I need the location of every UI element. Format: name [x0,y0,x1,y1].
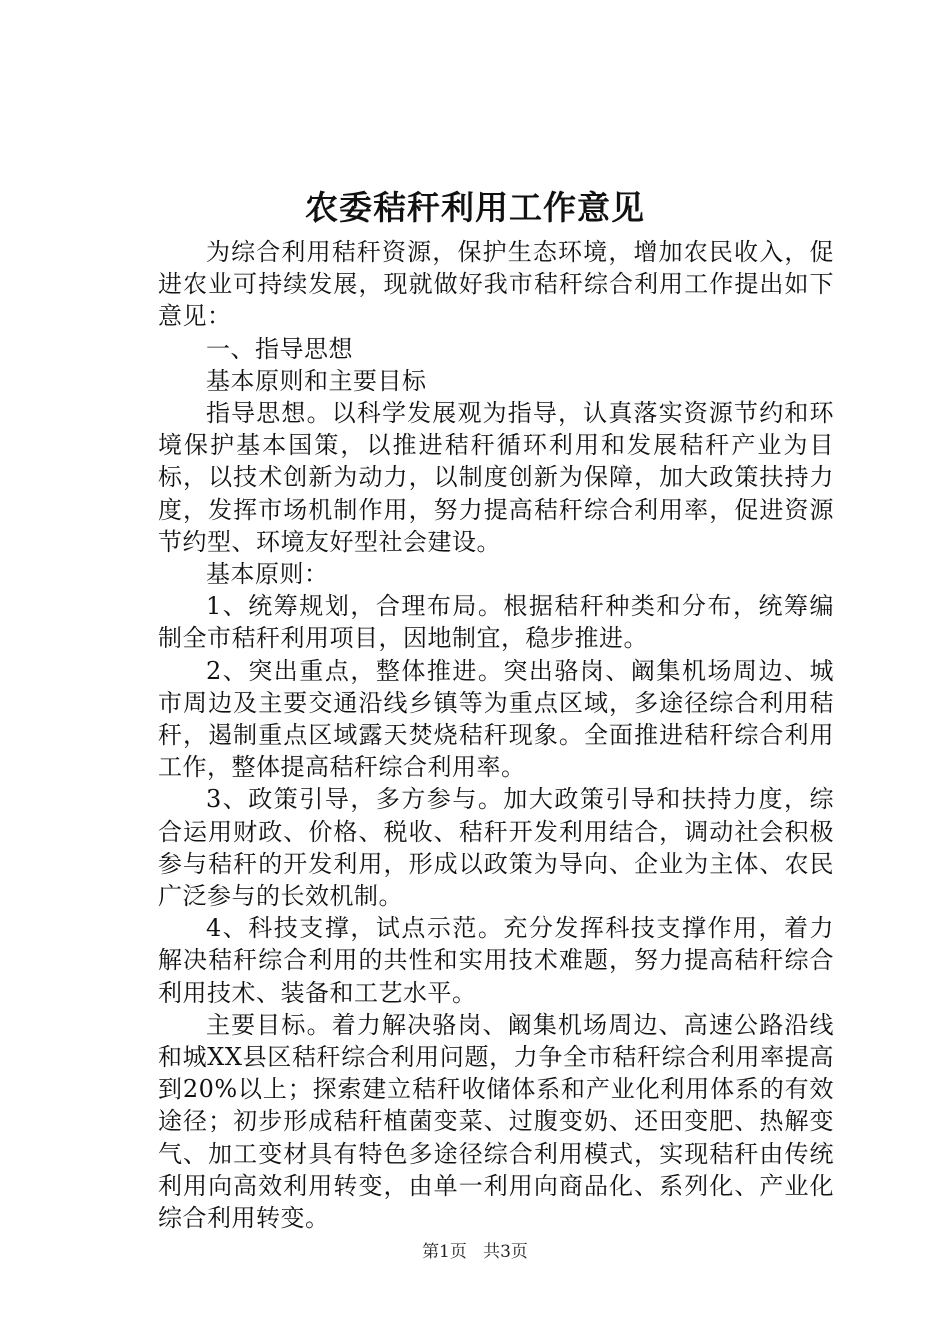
page-number: 第1页 [422,1242,467,1262]
guiding-thought-paragraph: 指导思想。以科学发展观为指导，认真落实资源节约和环境保护基本国策，以推进秸秆循环利用和发展秸秆产业为目标，以技术创新为动力，以制度创新为保障，加大政策扶持力度，发挥市场机制作用，努力提高秸秆综合利用率，促进资源节约型、环境友好型社会建设。 [158,399,834,556]
section-subheading-principles-goals: 基本原则和主要目标 [206,366,427,395]
page-separator [472,1240,477,1264]
document-body [158,236,834,1234]
page-title: 农委秸秆利用工作意见 [305,188,645,227]
principle-item-3: 3、政策引导，多方参与。加大政策引导和扶持力度，综合运用财政、价格、税收、秸秆开发利用结合，调动社会积极参与秸秆的开发利用，形成以政策为导向、企业为主体、农民广泛参与的长效机制。 [158,785,834,911]
intro-paragraph: 为综合利用秸秆资源，保护生态环境，增加农民收入，促进农业可持续发展，现就做好我市秸秆综合利用工作提出如下意见： [158,238,834,331]
principle-item-2: 2、突出重点，整体推进。突出骆岗、阚集机场周边、城市周边及主要交通沿线乡镇等为重点区域，多途径综合利用秸秆，遏制重点区域露天焚烧秸秆现象。全面推进秸秆综合利用工作，整体提高秸秆综合利用率。 [158,656,834,782]
page-footer [0,1240,950,1264]
section-heading-guiding-thought: 一、指导思想 [206,334,353,363]
main-goals-paragraph: 主要目标。着力解决骆岗、阚集机场周边、高速公路沿线和城XX县区秸秆综合利用问题，力争全市秸秆综合利用率提高到20%以上；探索建立秸秆收储体系和产业化利用体系的有效途径；初步形成秸秆植菌变菜、过腹变奶、还田变肥、热解变气、加工变材具有特色多途径综合利用模式，实现秸秆由传统利用向高效利用转变，由单一利用向商品化、系列化、产业化综合利用转变。 [158,1010,834,1233]
basic-principles-heading: 基本原则： [206,560,329,589]
principle-item-4: 4、科技支撑，试点示范。充分发挥科技支撑作用，着力解决秸秆综合利用的共性和实用技术难题，努力提高秸秆综合利用技术、装备和工艺水平。 [158,914,834,1007]
principle-item-1: 1、统筹规划，合理布局。根据秸秆种类和分布，统筹编制全市秸秆利用项目，因地制宜，稳步推进。 [158,592,834,653]
page-total: 共3页 [483,1242,528,1262]
